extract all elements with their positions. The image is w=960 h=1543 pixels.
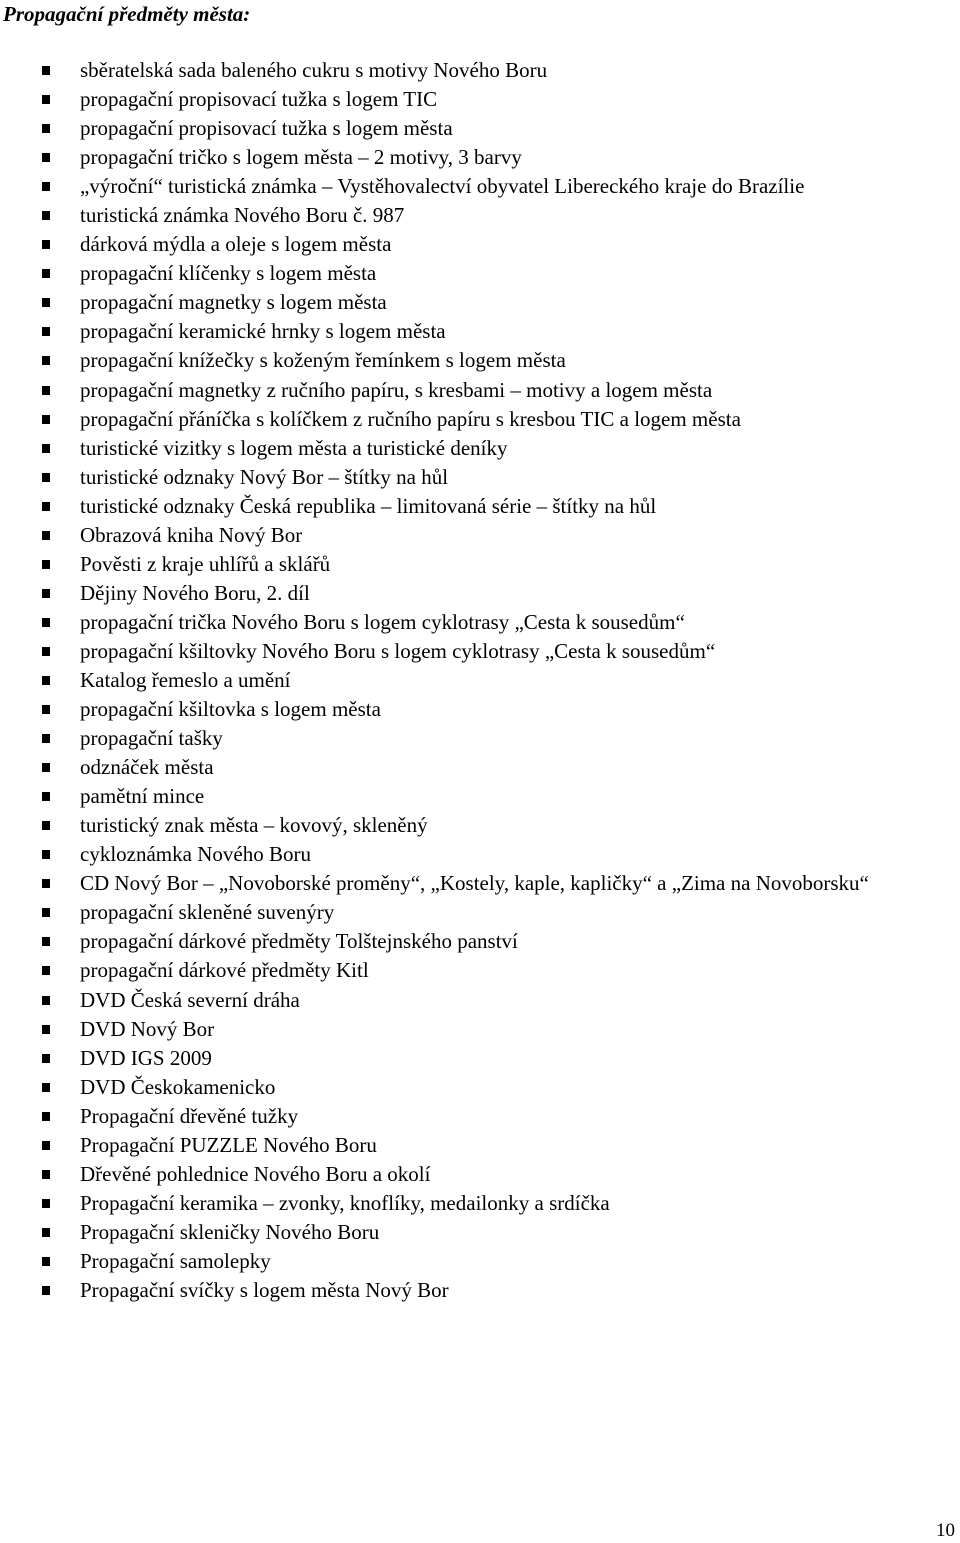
list-item-text: turistické odznaky Česká republika – limitovaná série – štítky na hůl <box>80 493 657 518</box>
list-item-text: propagační magnetky z ručního papíru, s kresbami – motivy a logem města <box>80 377 713 402</box>
square-bullet-icon <box>42 647 50 656</box>
square-bullet-icon <box>42 240 50 249</box>
list-item <box>0 434 960 463</box>
list-item <box>0 608 960 637</box>
list-item <box>0 492 960 521</box>
list-item-text: dárková mýdla a oleje s logem města <box>80 232 392 257</box>
list-item <box>0 1160 960 1189</box>
list-item <box>0 1131 960 1160</box>
list-item-text: propagační tašky <box>80 726 223 751</box>
list-item <box>0 259 960 288</box>
square-bullet-icon <box>42 386 50 395</box>
list-item <box>0 405 960 434</box>
square-bullet-icon <box>42 734 50 743</box>
square-bullet-icon <box>42 879 50 888</box>
list-item <box>0 346 960 375</box>
list-item <box>0 521 960 550</box>
list-item-text: propagační klíčenky s logem města <box>80 261 377 286</box>
list-item-text: DVD Nový Bor <box>80 1016 215 1041</box>
list-item <box>0 695 960 724</box>
list-item <box>0 143 960 172</box>
square-bullet-icon <box>42 996 50 1005</box>
list-item-text: propagační knížečky s koženým řemínkem s logem města <box>80 348 566 373</box>
list-item <box>0 1189 960 1218</box>
list-item-text: DVD IGS 2009 <box>80 1045 212 1070</box>
square-bullet-icon <box>42 676 50 685</box>
list-item <box>0 288 960 317</box>
list-item-text: „výroční“ turistická známka – Vystěhovalectví obyvatel Libereckého kraje do Brazílie <box>80 174 805 199</box>
square-bullet-icon <box>42 1025 50 1034</box>
list-item <box>0 56 960 85</box>
list-item-text: turistický znak města – kovový, skleněný <box>80 813 428 838</box>
square-bullet-icon <box>42 473 50 482</box>
list-item-text: propagační kšiltovka s logem města <box>80 697 381 722</box>
square-bullet-icon <box>42 502 50 511</box>
list-item-text: propagační tričko s logem města – 2 motivy, 3 barvy <box>80 145 522 170</box>
square-bullet-icon <box>42 763 50 772</box>
list-item <box>0 840 960 869</box>
list-item-text: Propagační skleničky Nového Boru <box>80 1219 380 1244</box>
list-item <box>0 1276 960 1305</box>
list-item <box>0 230 960 259</box>
square-bullet-icon <box>42 821 50 830</box>
list-item-text: Dějiny Nového Boru, 2. díl <box>80 580 310 605</box>
list-item-text: turistická známka Nového Boru č. 987 <box>80 203 405 228</box>
list-item-text: CD Nový Bor – „Novoborské proměny“, „Kostely, kaple, kapličky“ a „Zima na Novoborsku“ <box>80 871 869 896</box>
square-bullet-icon <box>42 937 50 946</box>
list-item-text: Propagační keramika – zvonky, knoflíky, medailonky a srdíčka <box>80 1190 610 1215</box>
list-item <box>0 956 960 985</box>
list-item-text: Propagační svíčky s logem města Nový Bor <box>80 1277 449 1302</box>
list-item-text: propagační dárkové předměty Kitl <box>80 958 369 983</box>
list-item <box>0 927 960 956</box>
page-number: 10 <box>936 1520 955 1541</box>
list-item-text: Pověsti z kraje uhlířů a sklářů <box>80 551 331 576</box>
list-item-text: propagační keramické hrnky s logem města <box>80 319 446 344</box>
list-item <box>0 463 960 492</box>
list-item <box>0 666 960 695</box>
square-bullet-icon <box>42 792 50 801</box>
square-bullet-icon <box>42 182 50 191</box>
square-bullet-icon <box>42 560 50 569</box>
list-item-text: propagační přáníčka s kolíčkem z ručního papíru s kresbou TIC a logem města <box>80 406 741 431</box>
list-item <box>0 1015 960 1044</box>
square-bullet-icon <box>42 298 50 307</box>
list-item <box>0 782 960 811</box>
list-item-text: cykloznámka Nového Boru <box>80 842 311 867</box>
square-bullet-icon <box>42 1083 50 1092</box>
list-item <box>0 201 960 230</box>
list-item-text: Obrazová kniha Nový Bor <box>80 522 303 547</box>
list-item-text: Katalog řemeslo a umění <box>80 667 291 692</box>
list-item-text: propagační skleněné suvenýry <box>80 900 335 925</box>
square-bullet-icon <box>42 415 50 424</box>
list-item <box>0 986 960 1015</box>
list-item <box>0 317 960 346</box>
list-item-text: propagační propisovací tužka s logem TIC <box>80 87 438 112</box>
list-item <box>0 114 960 143</box>
square-bullet-icon <box>42 66 50 75</box>
list-item <box>0 811 960 840</box>
list-item <box>0 1247 960 1276</box>
square-bullet-icon <box>42 1199 50 1208</box>
list-item <box>0 1102 960 1131</box>
square-bullet-icon <box>42 1170 50 1179</box>
square-bullet-icon <box>42 589 50 598</box>
list-item-text: pamětní mince <box>80 784 205 809</box>
square-bullet-icon <box>42 705 50 714</box>
list-item-text: propagační trička Nového Boru s logem cyklotrasy „Cesta k sousedům“ <box>80 609 685 634</box>
square-bullet-icon <box>42 153 50 162</box>
list-item-text: turistické odznaky Nový Bor – štítky na hůl <box>80 464 449 489</box>
square-bullet-icon <box>42 327 50 336</box>
list-item-text: propagační dárkové předměty Tolštejnského panství <box>80 929 518 954</box>
square-bullet-icon <box>42 1112 50 1121</box>
list-item-text: DVD Česká severní dráha <box>80 987 300 1012</box>
square-bullet-icon <box>42 1141 50 1150</box>
list-item <box>0 1044 960 1073</box>
square-bullet-icon <box>42 95 50 104</box>
list-item <box>0 869 903 898</box>
square-bullet-icon <box>42 1228 50 1237</box>
promo-items-list <box>0 56 960 1305</box>
list-item-text: Propagační PUZZLE Nového Boru <box>80 1132 377 1157</box>
square-bullet-icon <box>42 850 50 859</box>
list-item-text: propagační propisovací tužka s logem města <box>80 116 453 141</box>
list-item-text: DVD Českokamenicko <box>80 1074 276 1099</box>
square-bullet-icon <box>42 618 50 627</box>
list-item-text: Propagační dřevěné tužky <box>80 1103 299 1128</box>
page-heading: Propagační předměty města: <box>3 2 251 26</box>
square-bullet-icon <box>42 1286 50 1295</box>
square-bullet-icon <box>42 1054 50 1063</box>
list-item <box>0 724 960 753</box>
list-item-text: Dřevěné pohlednice Nového Boru a okolí <box>80 1161 431 1186</box>
square-bullet-icon <box>42 356 50 365</box>
square-bullet-icon <box>42 124 50 133</box>
list-item <box>0 376 960 405</box>
list-item <box>0 172 960 201</box>
square-bullet-icon <box>42 444 50 453</box>
list-item-text: propagační magnetky s logem města <box>80 290 387 315</box>
list-item <box>0 753 960 782</box>
square-bullet-icon <box>42 531 50 540</box>
list-item <box>0 550 960 579</box>
square-bullet-icon <box>42 211 50 220</box>
list-item <box>0 637 960 666</box>
square-bullet-icon <box>42 966 50 975</box>
list-item <box>0 85 960 114</box>
list-item <box>0 579 960 608</box>
list-item-text: Propagační samolepky <box>80 1248 271 1273</box>
list-item-text: propagační kšiltovky Nového Boru s logem cyklotrasy „Cesta k sousedům“ <box>80 638 716 663</box>
square-bullet-icon <box>42 1257 50 1266</box>
list-item-text: odznáček města <box>80 755 214 780</box>
list-item <box>0 1073 960 1102</box>
list-item-text: sběratelská sada baleného cukru s motivy Nového Boru <box>80 58 548 82</box>
square-bullet-icon <box>42 269 50 278</box>
list-item-text: turistické vizitky s logem města a turistické deníky <box>80 435 508 460</box>
list-item <box>0 1218 960 1247</box>
list-item <box>0 898 960 927</box>
square-bullet-icon <box>42 908 50 917</box>
